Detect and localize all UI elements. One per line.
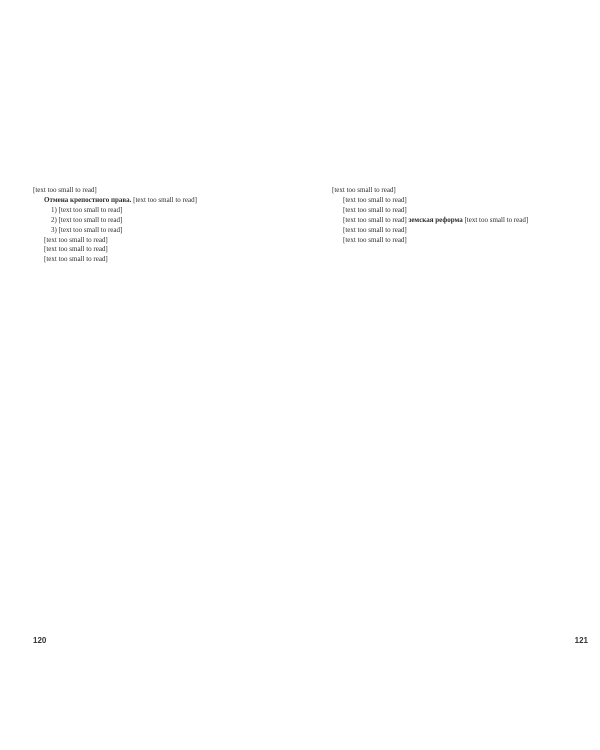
paragraph: [text too small to read] <box>343 205 407 214</box>
left-page-text <box>33 186 288 265</box>
paragraph: [text too small to read] <box>44 235 108 244</box>
page-number-left: 120 <box>33 636 47 645</box>
paragraph-text: [text too small to read] <box>462 215 529 224</box>
list-item: 2) [text too small to read] <box>51 215 123 224</box>
paragraph: [text too small to read] <box>343 195 407 204</box>
list-item: 3) [text too small to read] <box>51 225 123 234</box>
paragraph <box>332 216 588 226</box>
page-number-right: 121 <box>574 636 588 645</box>
right-page <box>300 0 600 750</box>
paragraph-text: [text too small to read] <box>131 195 197 204</box>
paragraph-text: [text too small to read] <box>343 215 409 224</box>
paragraph: [text too small to read] <box>343 225 407 234</box>
paragraph: [text too small to read] <box>33 186 97 194</box>
paragraph <box>33 196 288 206</box>
right-page-text <box>332 186 588 245</box>
paragraph: [text too small to read] <box>343 235 407 244</box>
paragraph: [text too small to read] <box>44 255 108 264</box>
paragraph: [text too small to read] <box>44 245 108 254</box>
section-heading: Отмена крепостного права. <box>44 195 132 204</box>
list-item: 1) [text too small to read] <box>51 205 123 214</box>
section-heading: земская реформа <box>408 215 463 224</box>
paragraph: [text too small to read] <box>332 186 396 194</box>
